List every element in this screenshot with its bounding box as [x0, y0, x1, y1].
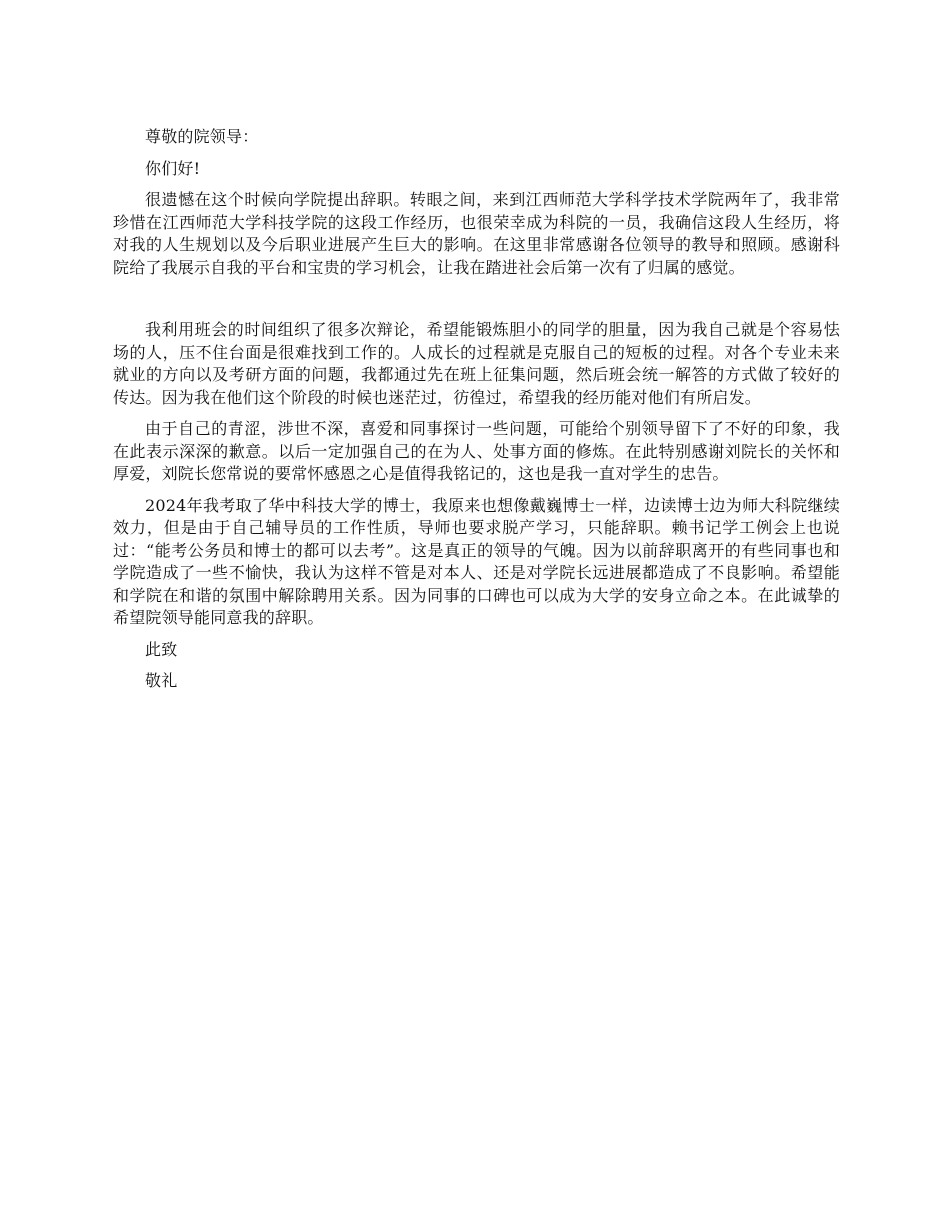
paragraph-3: 由于自己的青涩，涉世不深，喜爱和同事探讨一些问题，可能给个别领导留下了不好的印象，我在此表示深深的歉意。以后一定加强自己的在为人、处事方面的修炼。在此特别感谢刘院长的关怀和厚爱，刘院长您常说的要常怀感恩之心是值得我铭记的，这也是我一直对学生的忠告。 [113, 419, 840, 483]
spacer [113, 409, 840, 418]
closing-line-2: 敬礼 [145, 671, 178, 690]
paragraph-4: 2024年我考取了华中科技大学的博士，我原来也想像戴巍博士一样，边读博士边为师大科院继续效力，但是由于自己辅导员的工作性质，导师也要求脱产学习，只能辞职。赖书记学工例会上也说过：“能考公务员和博士的都可以去考”。这是真正的领导的气魄。因为以前辞职离开的有些同事也和学院造成了一些不愉快，我认为这样不管是对本人、还是对学院长远进展都造成了不良影响。希望能和学院在和谐的氛围中解除聘用关系。因为同事的口碑也可以成为大学的安身立命之本。在此诚挚的希望院领导能同意我的辞职。 [113, 495, 840, 627]
spacer [113, 661, 840, 670]
spacer [113, 279, 840, 319]
closing-line-1: 此致 [145, 639, 178, 659]
spacer [113, 486, 840, 495]
spacer [113, 149, 840, 158]
spacer [113, 630, 840, 639]
spacer [113, 180, 840, 189]
greeting: 你们好! [145, 158, 201, 178]
paragraph-2: 我利用班会的时间组织了很多次辩论，希望能锻炼胆小的同学的胆量，因为我自己就是个容易怯场的人，压不住台面是很难找到工作的。人成长的过程就是克服自己的短板的过程。对各个专业未来就业的方向以及考研方面的问题，我都通过先在班上征集问题，然后班会统一解答的方式做了较好的传达。因为我在他们这个阶段的时候也迷茫过，彷徨过，希望我的经历能对他们有所启发。 [113, 320, 840, 407]
paragraph-1: 很遗憾在这个时候向学院提出辞职。转眼之间，来到江西师范大学科学技术学院两年了，我非常珍惜在江西师范大学科技学院的这段工作经历，也很荣幸成为科院的一员，我确信这段人生经历，将对我的人生规划以及今后职业进展产生巨大的影响。在这里非常感谢各位领导的教导和照顾。感谢科院给了我展示自我的平台和宝贵的学习机会，让我在踏进社会后第一次有了归属的感觉。 [113, 190, 840, 277]
letter-body [113, 126, 840, 693]
salutation: 尊敬的院领导： [145, 127, 259, 146]
